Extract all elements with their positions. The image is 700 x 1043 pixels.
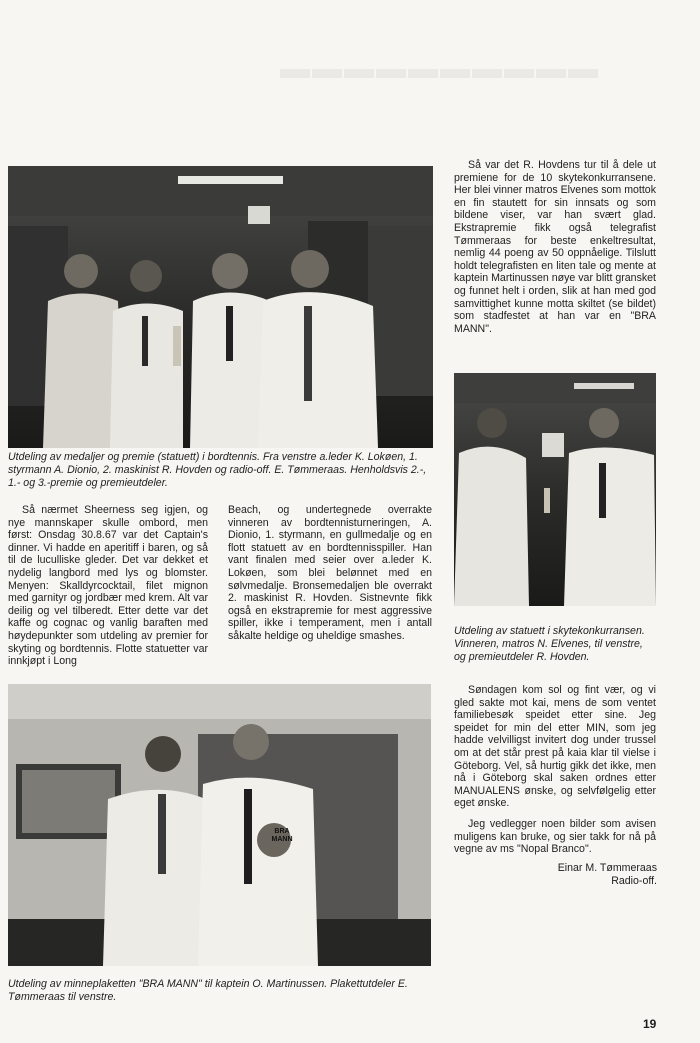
photo3-caption: Utdeling av minneplaketten "BRA MANN" til kaptein O. Martinussen. Plakettutdeler E. Tømmeraas til venstre. [8, 978, 408, 1003]
article-paragraph: Beach, og undertegnede overrakte vinneren av bordtennisturneringen, A. Dionio, 1. styrmann, en gullmedalje og en flott statuett av en bordtennisspiller. Han vant finalen med seier over a.leder K. Lokøen, som blei belønnet med en sølvmedalje. Bronsemedaljen ble overrakt 2. maskinist R. Hovden. Sistnevnte fikk også en ekstrapremie for mest aggressive spiller, ikke i temperament, men i antall såkalte heldige og uheldige smashes. [228, 504, 432, 642]
article-text-right-top [454, 159, 656, 335]
article-text-column-2 [228, 504, 432, 643]
bleed-through-heading: ▬▬▬▬▬▬▬▬▬▬ [280, 52, 600, 85]
photo1-caption: Utdeling av medaljer og premie (statuett) i bordtennis. Fra venstre a.leder K. Lokøen, 1. styrmann A. Dionio, 2. maskinist R. Hovden og radio-off. E. Tømmeraas. Henholdsvis 2.-, 1.- og 3.-premie og premieutdeler. [8, 451, 427, 489]
article-paragraph: Så nærmet Sheerness seg igjen, og nye mannskaper skulle ombord, men først: Onsdag 30.8.67 var det Captain's dinner. Vi hadde en aperitiff i baren, og så til de luculliske gleder. Det var dekket et nydelig langbord med lys og blomster. Menyen: Skalldyrcocktail, filet mignon med garnityr og jordbær med krem. Alt var deilig og vel tilberedt. Etter dette var det kaffe og cognac og vanlig baraften med høydepunkter som utdeling av premier for skyting og bordtennis. Flotte statuetter var innkjøpt i Long [8, 504, 208, 668]
author-signature [480, 862, 657, 888]
article-paragraph: Så var det R. Hovdens tur til å dele ut premiene for de 10 skytekonkurransene. Her blei vinner matros Elvenes som mottok en fin stautett for sin innsats og som bildene viser, var han svært glad. Ekstrapremie fikk også telegrafist Tømmeraas for beste enkeltresultat, nemlig 44 poeng av 50 oppnåelige. Tilslutt holdt telegrafisten en liten tale og mente at kaptein Martinussen nøye var blitt gransket og funnet helt i orden, slik at han med god samvittighet kunne motta skiltet (se bildet) som stadfestet at han var en "BRA MANN". [454, 159, 656, 335]
photo-bra-mann-plaque [8, 684, 431, 966]
article-text-column-1 [8, 504, 208, 668]
photo2-caption: Utdeling av statuett i skytekonkurransen. Vinneren, matros N. Elvenes, til venstre, og premieutdeler R. Hovden. [454, 625, 645, 663]
article-text-right-bottom [454, 684, 656, 856]
article-paragraph: Søndagen kom sol og fint vær, og vi gled sakte mot kai, mens de som ventet familiebesøk speidet etter sine. Jeg speidet for min del etter MIN, som jeg hadde velvilligst invitert dog under trussel om at det står prest på kaia klar til vielse i Göteborg. Vel, så hurtig gikk det ikke, men nå i Göteborg skal saken ordnes etter MANUALENS ønske, og selvfølgelig etter eget ønske. [454, 684, 656, 810]
photo-shooting-award [454, 373, 656, 606]
bra-mann-badge-label: BRA MANN [271, 828, 293, 843]
author-name: Einar M. Tømmeraas [557, 862, 657, 874]
author-title: Radio-off. [611, 875, 657, 887]
article-paragraph: Jeg vedlegger noen bilder som avisen muligens kan bruke, og sier takk for nå på vegne av ms "Nopal Branco". [454, 817, 656, 856]
page-number: 19 [643, 1017, 657, 1031]
photo-table-tennis-awards [8, 166, 433, 448]
